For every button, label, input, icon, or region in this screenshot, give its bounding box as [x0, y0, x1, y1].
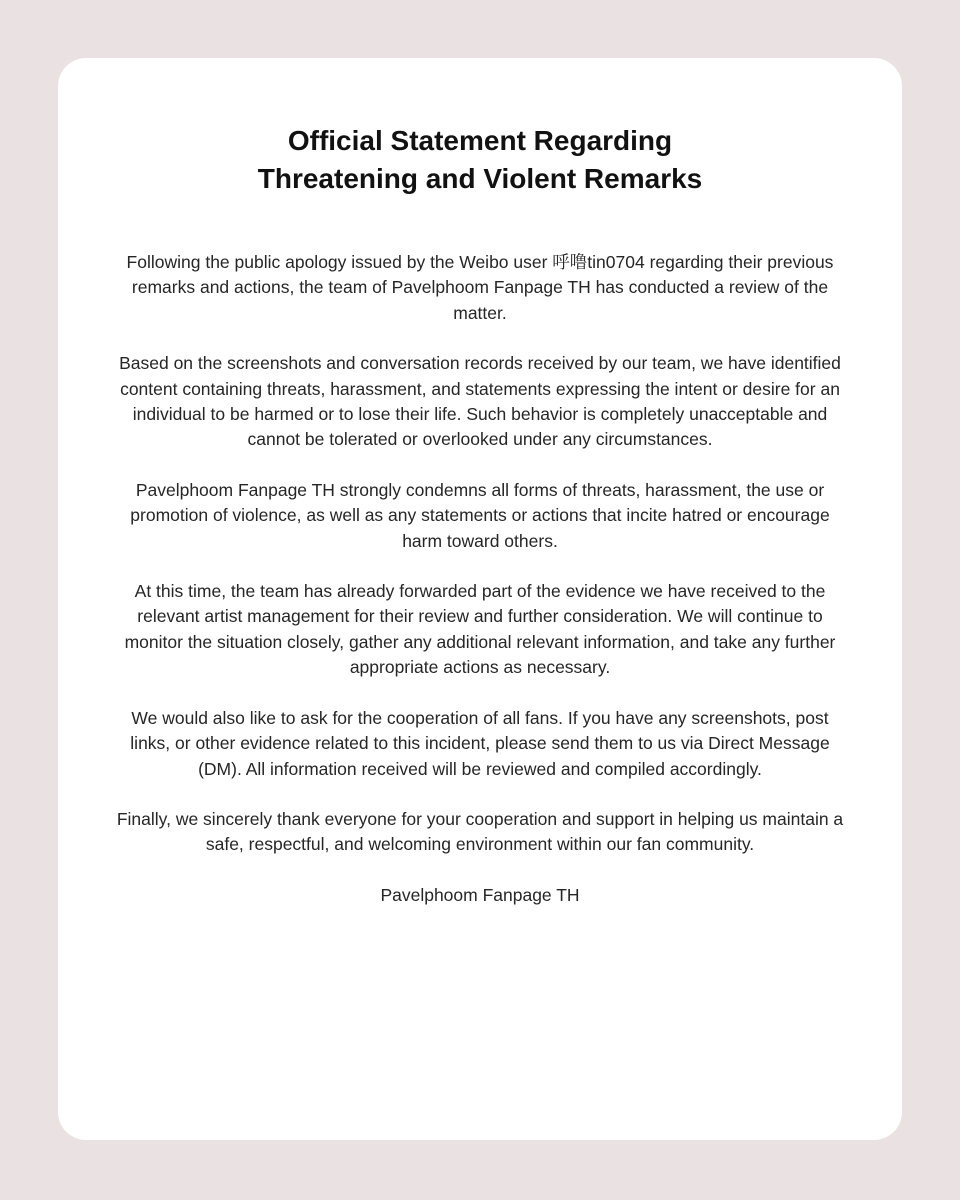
title-line-2: Threatening and Violent Remarks [257, 163, 703, 194]
statement-body [114, 250, 846, 908]
paragraph-condemnation: Pavelphoom Fanpage TH strongly condemns all forms of threats, harassment, the use or promotion of violence, as well as any statements or actions that incite hatred or encourage harm toward others. [130, 479, 830, 551]
statement-title [114, 122, 846, 198]
paragraph-fan-cooperation: We would also like to ask for the cooperation of all fans. If you have any screenshots, post links, or other evidence related to this incident, please send them to us via Direct Message (DM). All information received will be reviewed and compiled accordingly. [130, 707, 830, 779]
statement-card [58, 58, 902, 1140]
signature: Pavelphoom Fanpage TH [380, 884, 580, 905]
title-line-1: Official Statement Regarding [287, 125, 673, 156]
paragraph-apology-review: Following the public apology issued by the Weibo user 呼噜tin0704 regarding their previous remarks and actions, the team of Pavelphoom Fanpage TH has conducted a review of the matter. [126, 252, 834, 323]
paragraph-thanks: Finally, we sincerely thank everyone for your cooperation and support in helping us maintain a safe, respectful, and welcoming environment within our fan community. [116, 808, 844, 855]
paragraph-actions-taken: At this time, the team has already forwarded part of the evidence we have received to the relevant artist management for their review and further consideration. We will continue to monitor the situation closely, gather any additional relevant information, and take any further appropriate actions as necessary. [124, 581, 836, 678]
paragraph-evidence-findings: Based on the screenshots and conversation records received by our team, we have identified content containing threats, harassment, and statements expressing the intent or desire for an individual to be harmed or to lose their life. Such behavior is completely unacceptable and cannot be tolerated or overlooked under any circumstances. [119, 353, 841, 450]
